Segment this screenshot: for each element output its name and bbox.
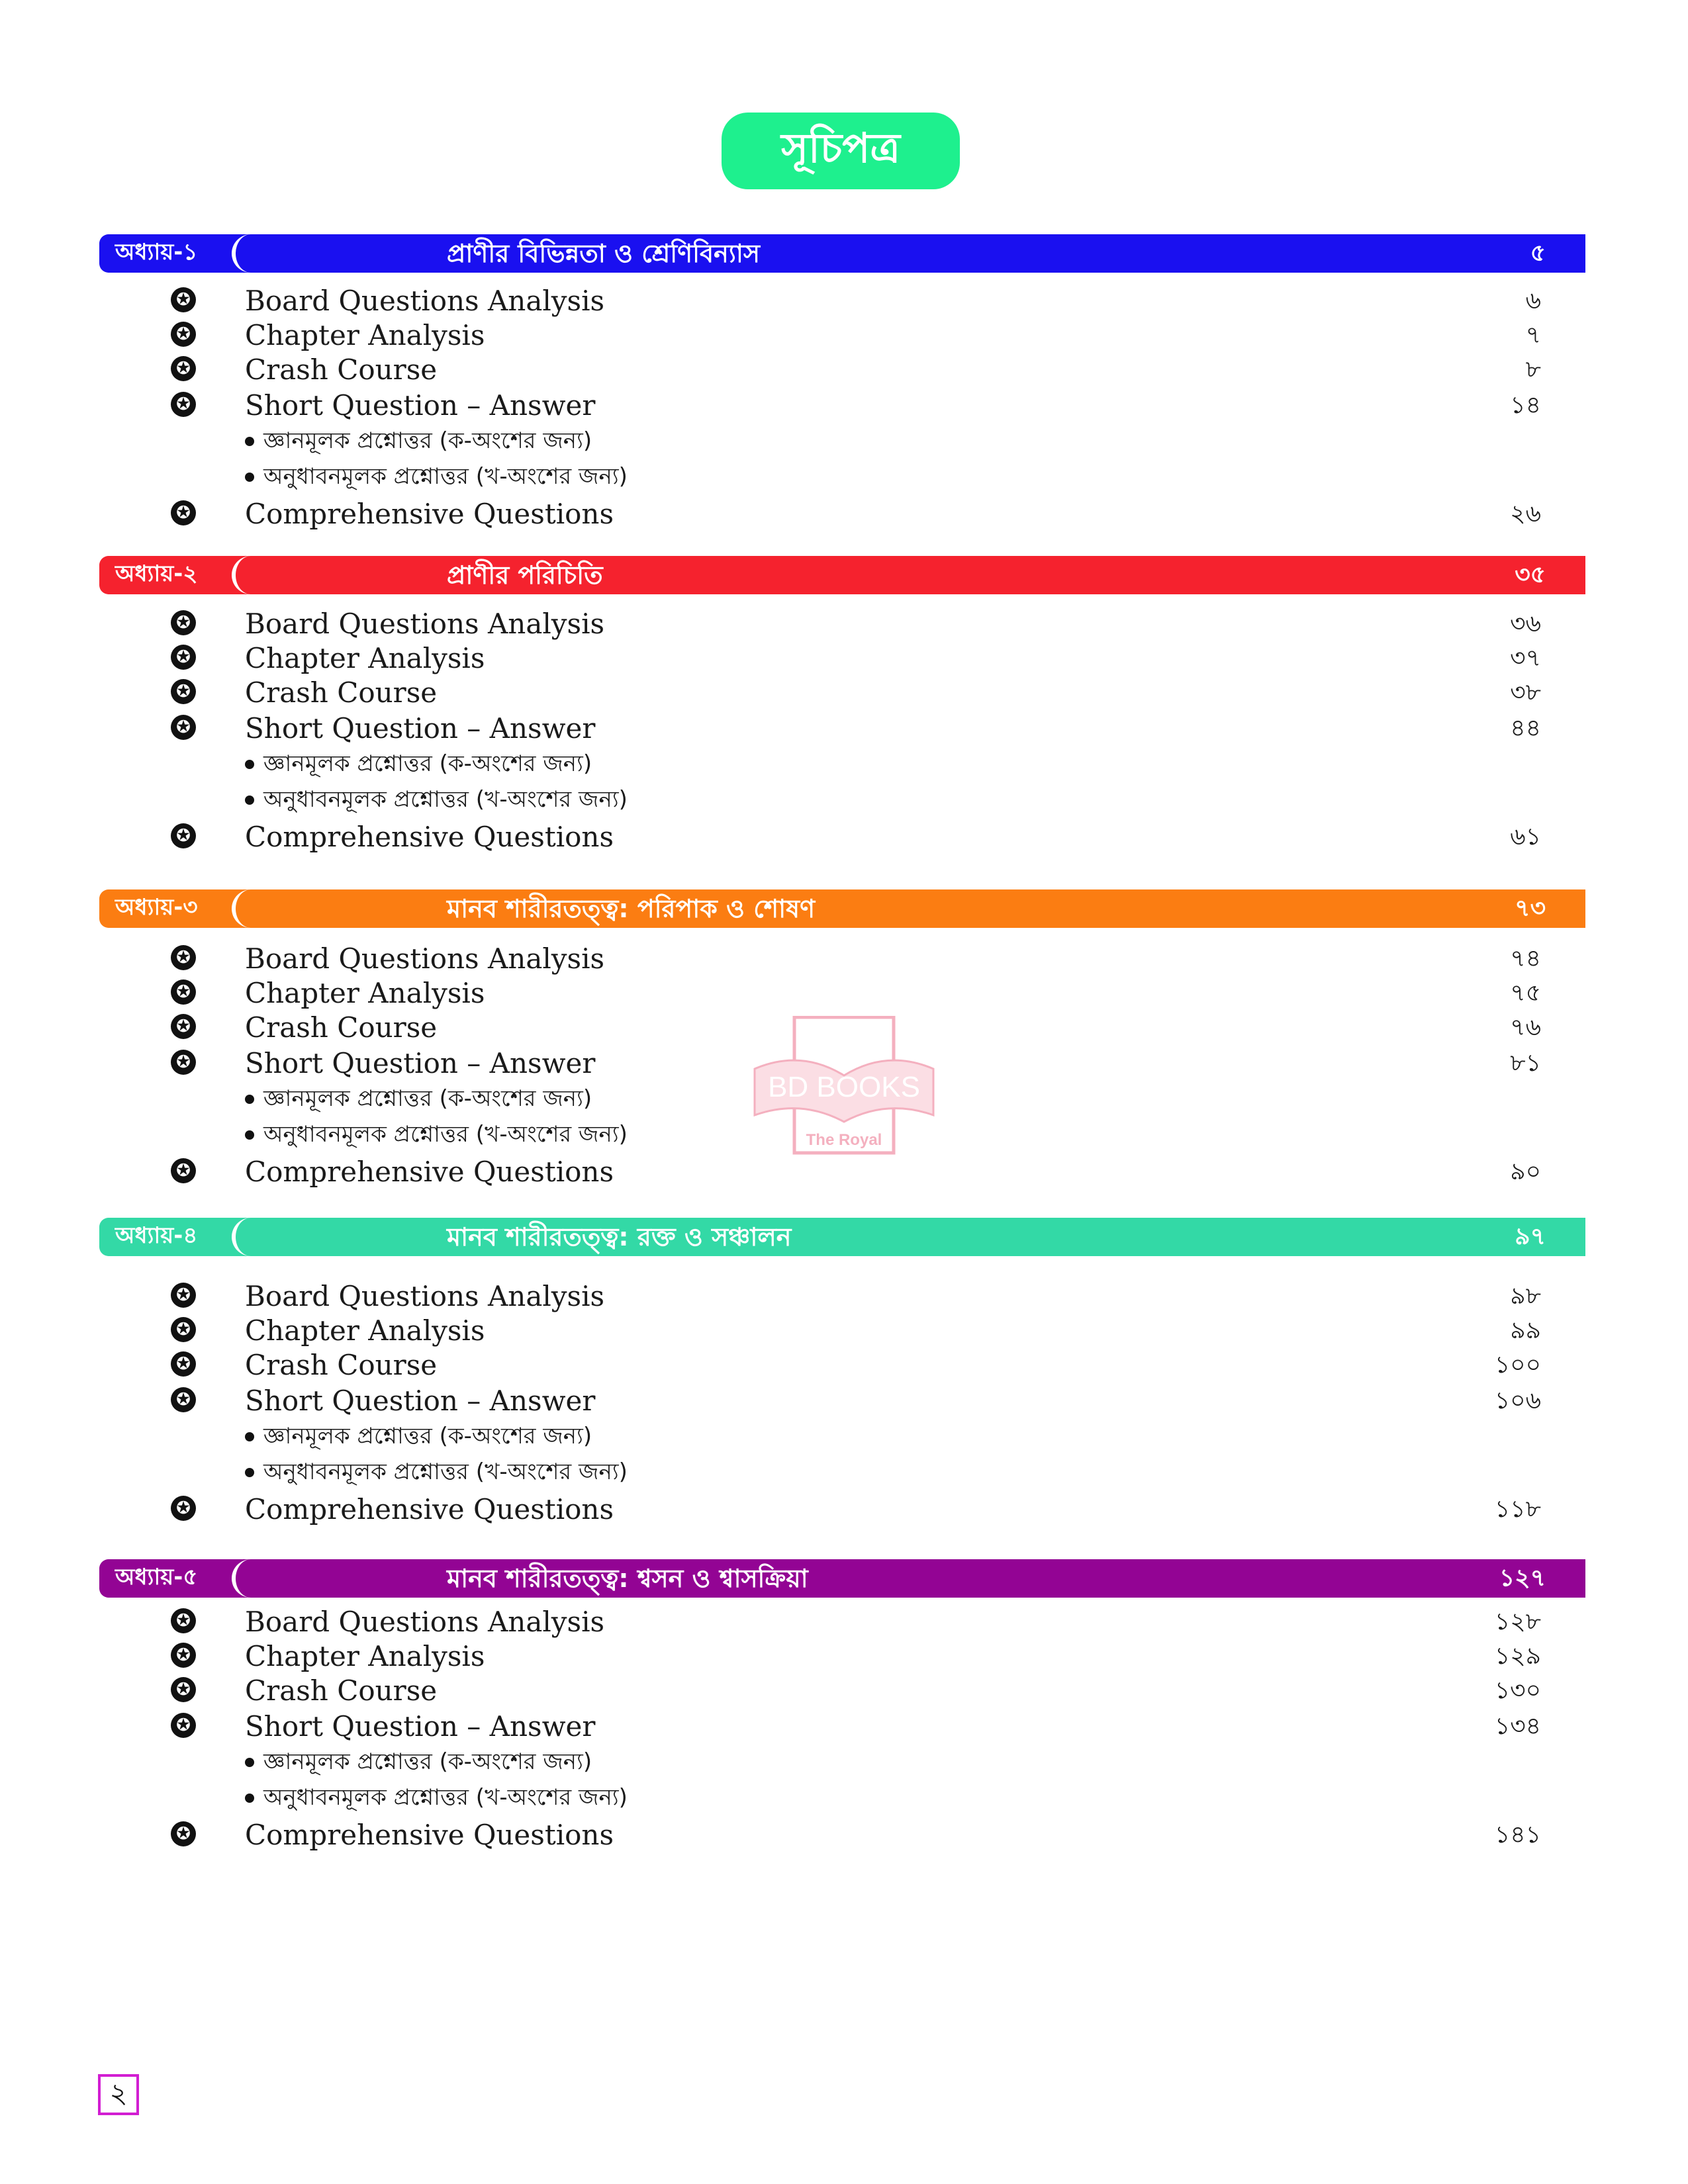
toc-item-page: ৯০	[1510, 1158, 1541, 1185]
toc-item-label: Chapter Analysis	[245, 642, 485, 674]
toc-item-page: ২৬	[1510, 500, 1541, 527]
sub-item-label: অনুধাবনমূলক প্রশ্নোত্তর (খ-অংশের জন্য)	[263, 786, 628, 813]
star-bullet-icon: ✪	[171, 1158, 196, 1183]
toc-item-page: ১৪১	[1494, 1821, 1541, 1848]
toc-item-page: ১০০	[1494, 1351, 1541, 1379]
star-bullet-icon: ✪	[171, 1643, 196, 1668]
star-bullet-icon: ✪	[171, 1387, 196, 1412]
sub-item-label: জ্ঞানমূলক প্রশ্নোত্তর (ক-অংশের জন্য)	[263, 751, 592, 777]
toc-item[interactable]	[0, 608, 1688, 641]
toc-item[interactable]	[0, 1156, 1688, 1189]
bullet-dot-icon	[245, 1758, 254, 1767]
toc-item-label: Short Question – Answer	[245, 1047, 596, 1079]
toc-item[interactable]	[0, 1640, 1688, 1673]
toc-item-label: Chapter Analysis	[245, 1314, 485, 1347]
star-bullet-icon: ✪	[171, 945, 196, 970]
toc-item[interactable]	[0, 821, 1688, 854]
star-bullet-icon: ✪	[171, 1496, 196, 1521]
star-bullet-icon: ✪	[171, 1608, 196, 1633]
star-bullet-icon: ✪	[171, 1050, 196, 1075]
toc-item[interactable]	[0, 676, 1688, 709]
toc-item[interactable]	[0, 942, 1688, 976]
toc-item-label: Board Questions Analysis	[245, 285, 605, 317]
toc-item-label: Board Questions Analysis	[245, 1280, 605, 1312]
star-bullet-icon: ✪	[171, 322, 196, 347]
toc-item-label: Comprehensive Questions	[245, 821, 614, 853]
star-bullet-icon: ✪	[171, 610, 196, 635]
star-bullet-icon: ✪	[171, 1014, 196, 1039]
toc-item-page: ৭৫	[1510, 979, 1541, 1007]
chapter-header-bar[interactable]	[99, 1218, 1585, 1256]
toc-item[interactable]	[0, 712, 1688, 745]
sub-item-label: জ্ঞানমূলক প্রশ্নোত্তর (ক-অংশের জন্য)	[263, 1085, 592, 1112]
toc-item-page: ১৩৪	[1494, 1713, 1541, 1740]
toc-item-label: Crash Course	[245, 353, 438, 386]
toc-item-label: Short Question – Answer	[245, 1710, 596, 1743]
page-title: সূচিপত্র	[722, 113, 960, 189]
chapter-title: মানব শারীরতত্ত্ব: পরিপাক ও শোষণ	[447, 894, 816, 923]
star-bullet-icon: ✪	[171, 1821, 196, 1846]
chapter-page-number: ১২৭	[1499, 1565, 1546, 1592]
star-bullet-icon: ✪	[171, 823, 196, 848]
bullet-dot-icon	[245, 1432, 254, 1441]
toc-item-label: Board Questions Analysis	[245, 1606, 605, 1638]
sub-item-label: অনুধাবনমূলক প্রশ্নোত্তর (খ-অংশের জন্য)	[263, 1121, 628, 1148]
toc-item-label: Comprehensive Questions	[245, 1819, 614, 1851]
toc-item-page: ৯৯	[1510, 1317, 1541, 1344]
toc-item[interactable]	[0, 319, 1688, 352]
star-bullet-icon: ✪	[171, 1317, 196, 1342]
toc-item-page: ৭৪	[1510, 945, 1541, 972]
toc-item-label: Crash Course	[245, 1349, 438, 1381]
sub-item	[245, 1747, 1039, 1776]
toc-item-page: ১৪	[1510, 392, 1541, 419]
chapter-page-number: ৯৭	[1515, 1223, 1546, 1250]
toc-item[interactable]	[0, 498, 1688, 531]
toc-item-label: Board Questions Analysis	[245, 608, 605, 640]
toc-item[interactable]	[0, 1493, 1688, 1526]
chapter-title: প্রাণীর পরিচিতি	[447, 561, 603, 590]
toc-item-page: ৩৮	[1510, 679, 1541, 706]
toc-item-page: ১৩০	[1494, 1677, 1541, 1704]
toc-item-label: Crash Course	[245, 676, 438, 709]
toc-item[interactable]	[0, 642, 1688, 675]
toc-item-label: Chapter Analysis	[245, 319, 485, 351]
toc-item-page: ৯৮	[1510, 1283, 1541, 1310]
star-bullet-icon: ✪	[171, 645, 196, 670]
toc-item[interactable]	[0, 285, 1688, 318]
star-bullet-icon: ✪	[171, 979, 196, 1005]
star-bullet-icon: ✪	[171, 1713, 196, 1738]
sub-item	[245, 426, 1039, 455]
toc-item-label: Crash Course	[245, 1674, 438, 1707]
bullet-dot-icon	[245, 1468, 254, 1477]
toc-item-label: Crash Course	[245, 1011, 438, 1044]
toc-item[interactable]	[0, 1314, 1688, 1347]
sub-item	[245, 462, 1039, 491]
toc-item[interactable]	[0, 1385, 1688, 1418]
toc-item[interactable]	[0, 1674, 1688, 1707]
star-bullet-icon: ✪	[171, 500, 196, 525]
bullet-dot-icon	[245, 796, 254, 805]
sub-item	[245, 1457, 1039, 1486]
watermark-brand: BD BOOKS	[768, 1071, 920, 1103]
chapter-page-number: ৭৩	[1515, 895, 1546, 922]
watermark-logo	[748, 1016, 940, 1155]
chapter-header-bar[interactable]	[99, 1559, 1585, 1598]
toc-item[interactable]	[0, 977, 1688, 1010]
toc-item-page: ৭	[1525, 322, 1541, 349]
toc-item-page: ১২৯	[1494, 1643, 1541, 1670]
star-bullet-icon: ✪	[171, 1283, 196, 1308]
star-bullet-icon: ✪	[171, 715, 196, 740]
toc-item-label: Comprehensive Questions	[245, 1493, 614, 1525]
toc-item-label: Short Question – Answer	[245, 712, 596, 745]
sub-item	[245, 749, 1039, 778]
chapter-title: মানব শারীরতত্ত্ব: শ্বসন ও শ্বাসক্রিয়া	[447, 1564, 808, 1593]
toc-item-page: ৩৭	[1510, 645, 1541, 672]
chapter-label: অধ্যায়-৪	[99, 1218, 238, 1256]
bullet-dot-icon	[245, 1794, 254, 1803]
toc-item[interactable]	[0, 1606, 1688, 1639]
toc-item-page: ৮	[1525, 356, 1541, 383]
star-bullet-icon: ✪	[171, 287, 196, 312]
bullet-dot-icon	[245, 760, 254, 769]
toc-item-label: Chapter Analysis	[245, 977, 485, 1009]
sub-item-label: অনুধাবনমূলক প্রশ্নোত্তর (খ-অংশের জন্য)	[263, 1459, 628, 1485]
star-bullet-icon: ✪	[171, 392, 196, 417]
bullet-dot-icon	[245, 473, 254, 482]
sub-item-label: অনুধাবনমূলক প্রশ্নোত্তর (খ-অংশের জন্য)	[263, 1784, 628, 1811]
toc-item-label: Short Question – Answer	[245, 1385, 596, 1417]
bullet-dot-icon	[245, 1095, 254, 1104]
star-bullet-icon: ✪	[171, 679, 196, 704]
toc-item-page: ১০৬	[1494, 1387, 1541, 1414]
sub-item	[245, 1783, 1039, 1812]
chapter-header-bar[interactable]	[99, 556, 1585, 594]
chapter-label: অধ্যায়-৩	[99, 889, 238, 928]
toc-item[interactable]	[0, 1280, 1688, 1313]
page-number: ২	[98, 2074, 139, 2115]
sub-item-label: অনুধাবনমূলক প্রশ্নোত্তর (খ-অংশের জন্য)	[263, 463, 628, 490]
sub-item	[245, 1422, 1039, 1451]
sub-item	[245, 785, 1039, 814]
chapter-label: অধ্যায়-৫	[99, 1559, 238, 1598]
star-bullet-icon: ✪	[171, 1351, 196, 1377]
toc-item-label: Chapter Analysis	[245, 1640, 485, 1672]
book-logo-icon	[748, 1016, 940, 1155]
bullet-dot-icon	[245, 1130, 254, 1140]
toc-item-page: ১১৮	[1494, 1496, 1541, 1523]
toc-item-label: Comprehensive Questions	[245, 498, 614, 530]
chapter-title: মানব শারীরতত্ত্ব: রক্ত ও সঞ্চালন	[447, 1222, 792, 1251]
toc-item-page: ৪৪	[1510, 715, 1541, 742]
sub-item-label: জ্ঞানমূলক প্রশ্নোত্তর (ক-অংশের জন্য)	[263, 1749, 592, 1775]
chapter-label: অধ্যায়-২	[99, 556, 238, 594]
toc-item-page: ১২৮	[1494, 1608, 1541, 1635]
toc-item-page: ৬	[1525, 287, 1541, 314]
toc-item-page: ৮১	[1510, 1050, 1541, 1077]
toc-item[interactable]	[0, 389, 1688, 422]
chapter-header-bar[interactable]	[99, 889, 1585, 928]
sub-item-label: জ্ঞানমূলক প্রশ্নোত্তর (ক-অংশের জন্য)	[263, 1423, 592, 1449]
toc-item[interactable]	[0, 1349, 1688, 1382]
star-bullet-icon: ✪	[171, 356, 196, 381]
chapter-page-number: ৩৫	[1515, 561, 1546, 588]
bullet-dot-icon	[245, 437, 254, 446]
toc-item-label: Board Questions Analysis	[245, 942, 605, 975]
watermark-tagline: The Royal	[806, 1131, 882, 1149]
toc-item-page: ৩৬	[1510, 610, 1541, 637]
toc-item-label: Short Question – Answer	[245, 389, 596, 422]
chapter-label: অধ্যায়-১	[99, 234, 238, 273]
chapter-header-bar[interactable]	[99, 234, 1585, 273]
star-bullet-icon: ✪	[171, 1677, 196, 1702]
toc-item-page: ৬১	[1510, 823, 1541, 850]
toc-item[interactable]	[0, 1819, 1688, 1852]
toc-item[interactable]	[0, 353, 1688, 387]
toc-item[interactable]	[0, 1710, 1688, 1743]
chapter-title: প্রাণীর বিভিন্নতা ও শ্রেণিবিন্যাস	[447, 239, 760, 268]
sub-item-label: জ্ঞানমূলক প্রশ্নোত্তর (ক-অংশের জন্য)	[263, 428, 592, 454]
chapter-page-number: ৫	[1530, 240, 1546, 267]
toc-item-page: ৭৬	[1510, 1014, 1541, 1041]
toc-item-label: Comprehensive Questions	[245, 1156, 614, 1188]
